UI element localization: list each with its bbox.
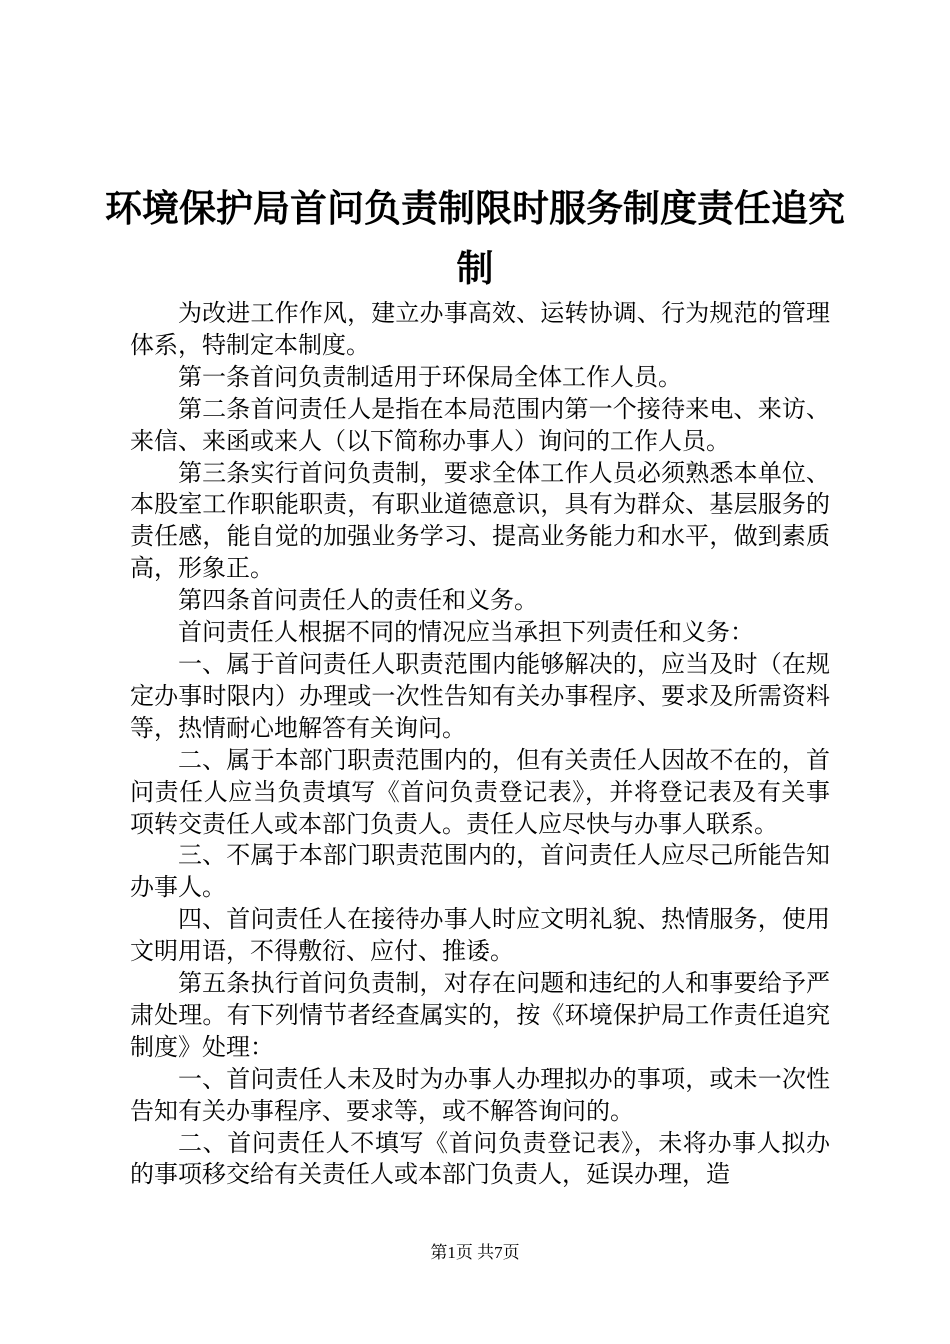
document-title: 环境保护局首问负责制限时服务制度责任追究 (105, 186, 845, 230)
paragraph-article-4-item-3: 三、不属于本部门职责范围内的，首问责任人应尽己所能告知办事人。 (130, 841, 830, 902)
paragraph-article-4: 第四条首问责任人的责任和义务。 (178, 586, 538, 615)
paragraph-article-4-item-1: 一、属于首问责任人职责范围内能够解决的，应当及时（在规定办事时限内）办理或一次性告知有关办事程序、要求及所需资料等，热情耐心地解答有关询问。 (130, 649, 830, 742)
paragraph-article-5-item-1: 一、首问责任人未及时为办事人办理拟办的事项，或未一次性告知有关办事程序、要求等，或不解答询问的。 (130, 1064, 830, 1125)
paragraph-article-4-intro: 首问责任人根据不同的情况应当承担下列责任和义务： (178, 618, 754, 647)
document-body (130, 298, 830, 1191)
paragraph-article-5-item-2: 二、首问责任人不填写《首问负责登记表》，未将办事人拟办的事项移交给有关责任人或本部门负责人，延误办理，造 (130, 1128, 830, 1189)
paragraph-article-5: 第五条执行首问负责制，对存在问题和违纪的人和事要给予严肃处理。有下列情节者经查属实的，按《环境保护局工作责任追究制度》处理： (130, 969, 830, 1061)
paragraph-article-4-item-4: 四、首问责任人在接待办事人时应文明礼貌、热情服务，使用文明用语，不得敷衍、应付、推诿。 (130, 905, 830, 966)
document-title-continued: 制 (456, 246, 494, 290)
paragraph-article-2: 第二条首问责任人是指在本局范围内第一个接待来电、来访、来信、来函或来人（以下简称办事人）询问的工作人员。 (130, 394, 830, 455)
paragraph-article-3: 第三条实行首问负责制，要求全体工作人员必须熟悉本单位、本股室工作职能职责，有职业道德意识，具有为群众、基层服务的责任感，能自觉的加强业务学习、提高业务能力和水平，做到素质高，形象正。 (130, 458, 830, 583)
paragraph-article-1: 第一条首问负责制适用于环保局全体工作人员。 (178, 362, 682, 391)
paragraph-intro: 为改进工作作风，建立办事高效、运转协调、行为规范的管理体系，特制定本制度。 (130, 299, 830, 359)
paragraph-article-4-item-2: 二、属于本部门职责范围内的，但有关责任人因故不在的，首问责任人应当负责填写《首问负责登记表》，并将登记表及有关事项转交责任人或本部门负责人。责任人应尽快与办事人联系。 (130, 745, 830, 838)
page-number-footer: 第1页 共7页 (430, 1243, 520, 1262)
